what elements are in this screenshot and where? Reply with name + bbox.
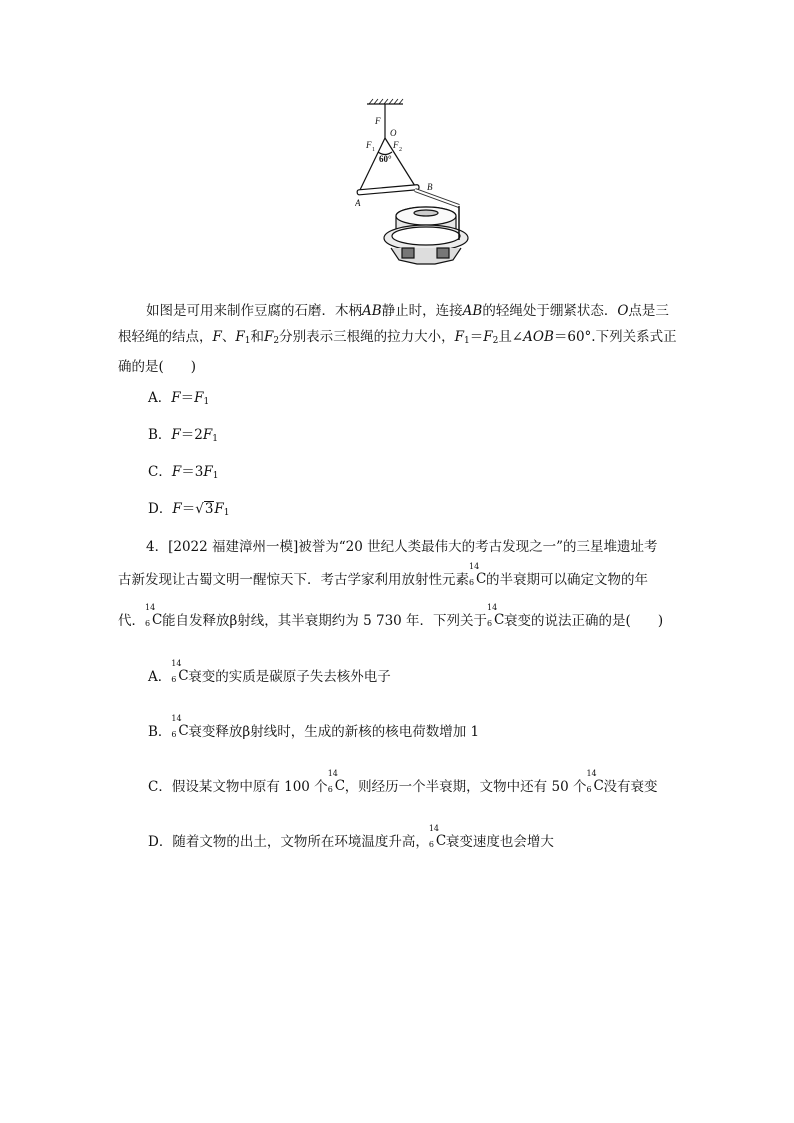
q4-stem-line2: 古新发现让古蜀文明一醒惊天下．考古学家利用放射性元素 14 6 C 的半衰期可以确定文物的年	[118, 562, 648, 588]
q3-option-c[interactable]: C．$F=3F_1$	[148, 464, 219, 481]
label-O: O	[390, 128, 397, 138]
sqrt-sign: √	[195, 501, 204, 517]
q3-stem: 如图是可用来制作豆腐的石磨．木柄AB静止时，连接AB的轻绳处于绷紧状态．O点是三根轻绳的结点，F、$F_1$和$F_2$分别表示三根绳的拉力大小，$F_1=F_2$且∠AOB＝60°.下列关系式正确的是( )	[118, 303, 677, 375]
q3-option-b[interactable]: B．$F=2F_1$	[148, 427, 218, 444]
label-F2-sub: 2	[399, 147, 402, 153]
angle-label: 60°	[379, 154, 392, 164]
carbon14-symbol: 14 6 C	[171, 659, 189, 684]
carbon14-symbol: 14 6 C	[171, 714, 189, 739]
q4-option-b[interactable]: B． 14 6 C 衰变释放β射线时，生成的新核的核电荷数增加 1	[148, 714, 480, 740]
label-F1: F	[366, 140, 372, 150]
label-B: B	[427, 182, 433, 192]
carbon14-symbol: 14 6 C	[487, 603, 505, 628]
q4-option-c[interactable]: C．假设某文物中原有 100 个 14 6 C ，则经历一个半衰期，文物中还有 50 个 14 6 C 没有衰变	[148, 769, 658, 795]
millstone-figure	[355, 98, 475, 280]
label-F: F	[375, 116, 381, 126]
carbon14-symbol: 14 6 C	[586, 769, 604, 794]
label-F1-sub: 1	[372, 147, 375, 153]
q3-option-d[interactable]: D．$F=√3F_1$	[148, 501, 230, 518]
carbon14-symbol: 14 6 C	[469, 562, 487, 587]
q4-stem-line3: 代． 14 6 C 能自发释放β射线，其半衰期约为 5 730 年．下列关于 14 6 C 衰变的说法正确的是( )	[118, 603, 664, 629]
carbon14-symbol: 14 6 C	[428, 824, 447, 849]
carbon14-symbol: 14 6 C	[327, 769, 346, 794]
q4-option-d[interactable]: D．随着文物的出土，文物所在环境温度升高， 14 6 C 衰变速度也会增大	[148, 824, 554, 850]
q4-option-a[interactable]: A． 14 6 C 衰变的实质是碳原子失去核外电子	[148, 659, 391, 685]
q4-stem-line1: 4．[2022 福建漳州一模]被誉为“20 世纪人类最伟大的考古发现之一”的三星堆遗址考	[146, 539, 658, 555]
q3-option-a[interactable]: A．$F=F_1$	[148, 390, 210, 407]
carbon14-symbol: 14 6 C	[145, 603, 163, 628]
label-F2: F	[393, 140, 399, 150]
label-A: A	[355, 198, 361, 208]
